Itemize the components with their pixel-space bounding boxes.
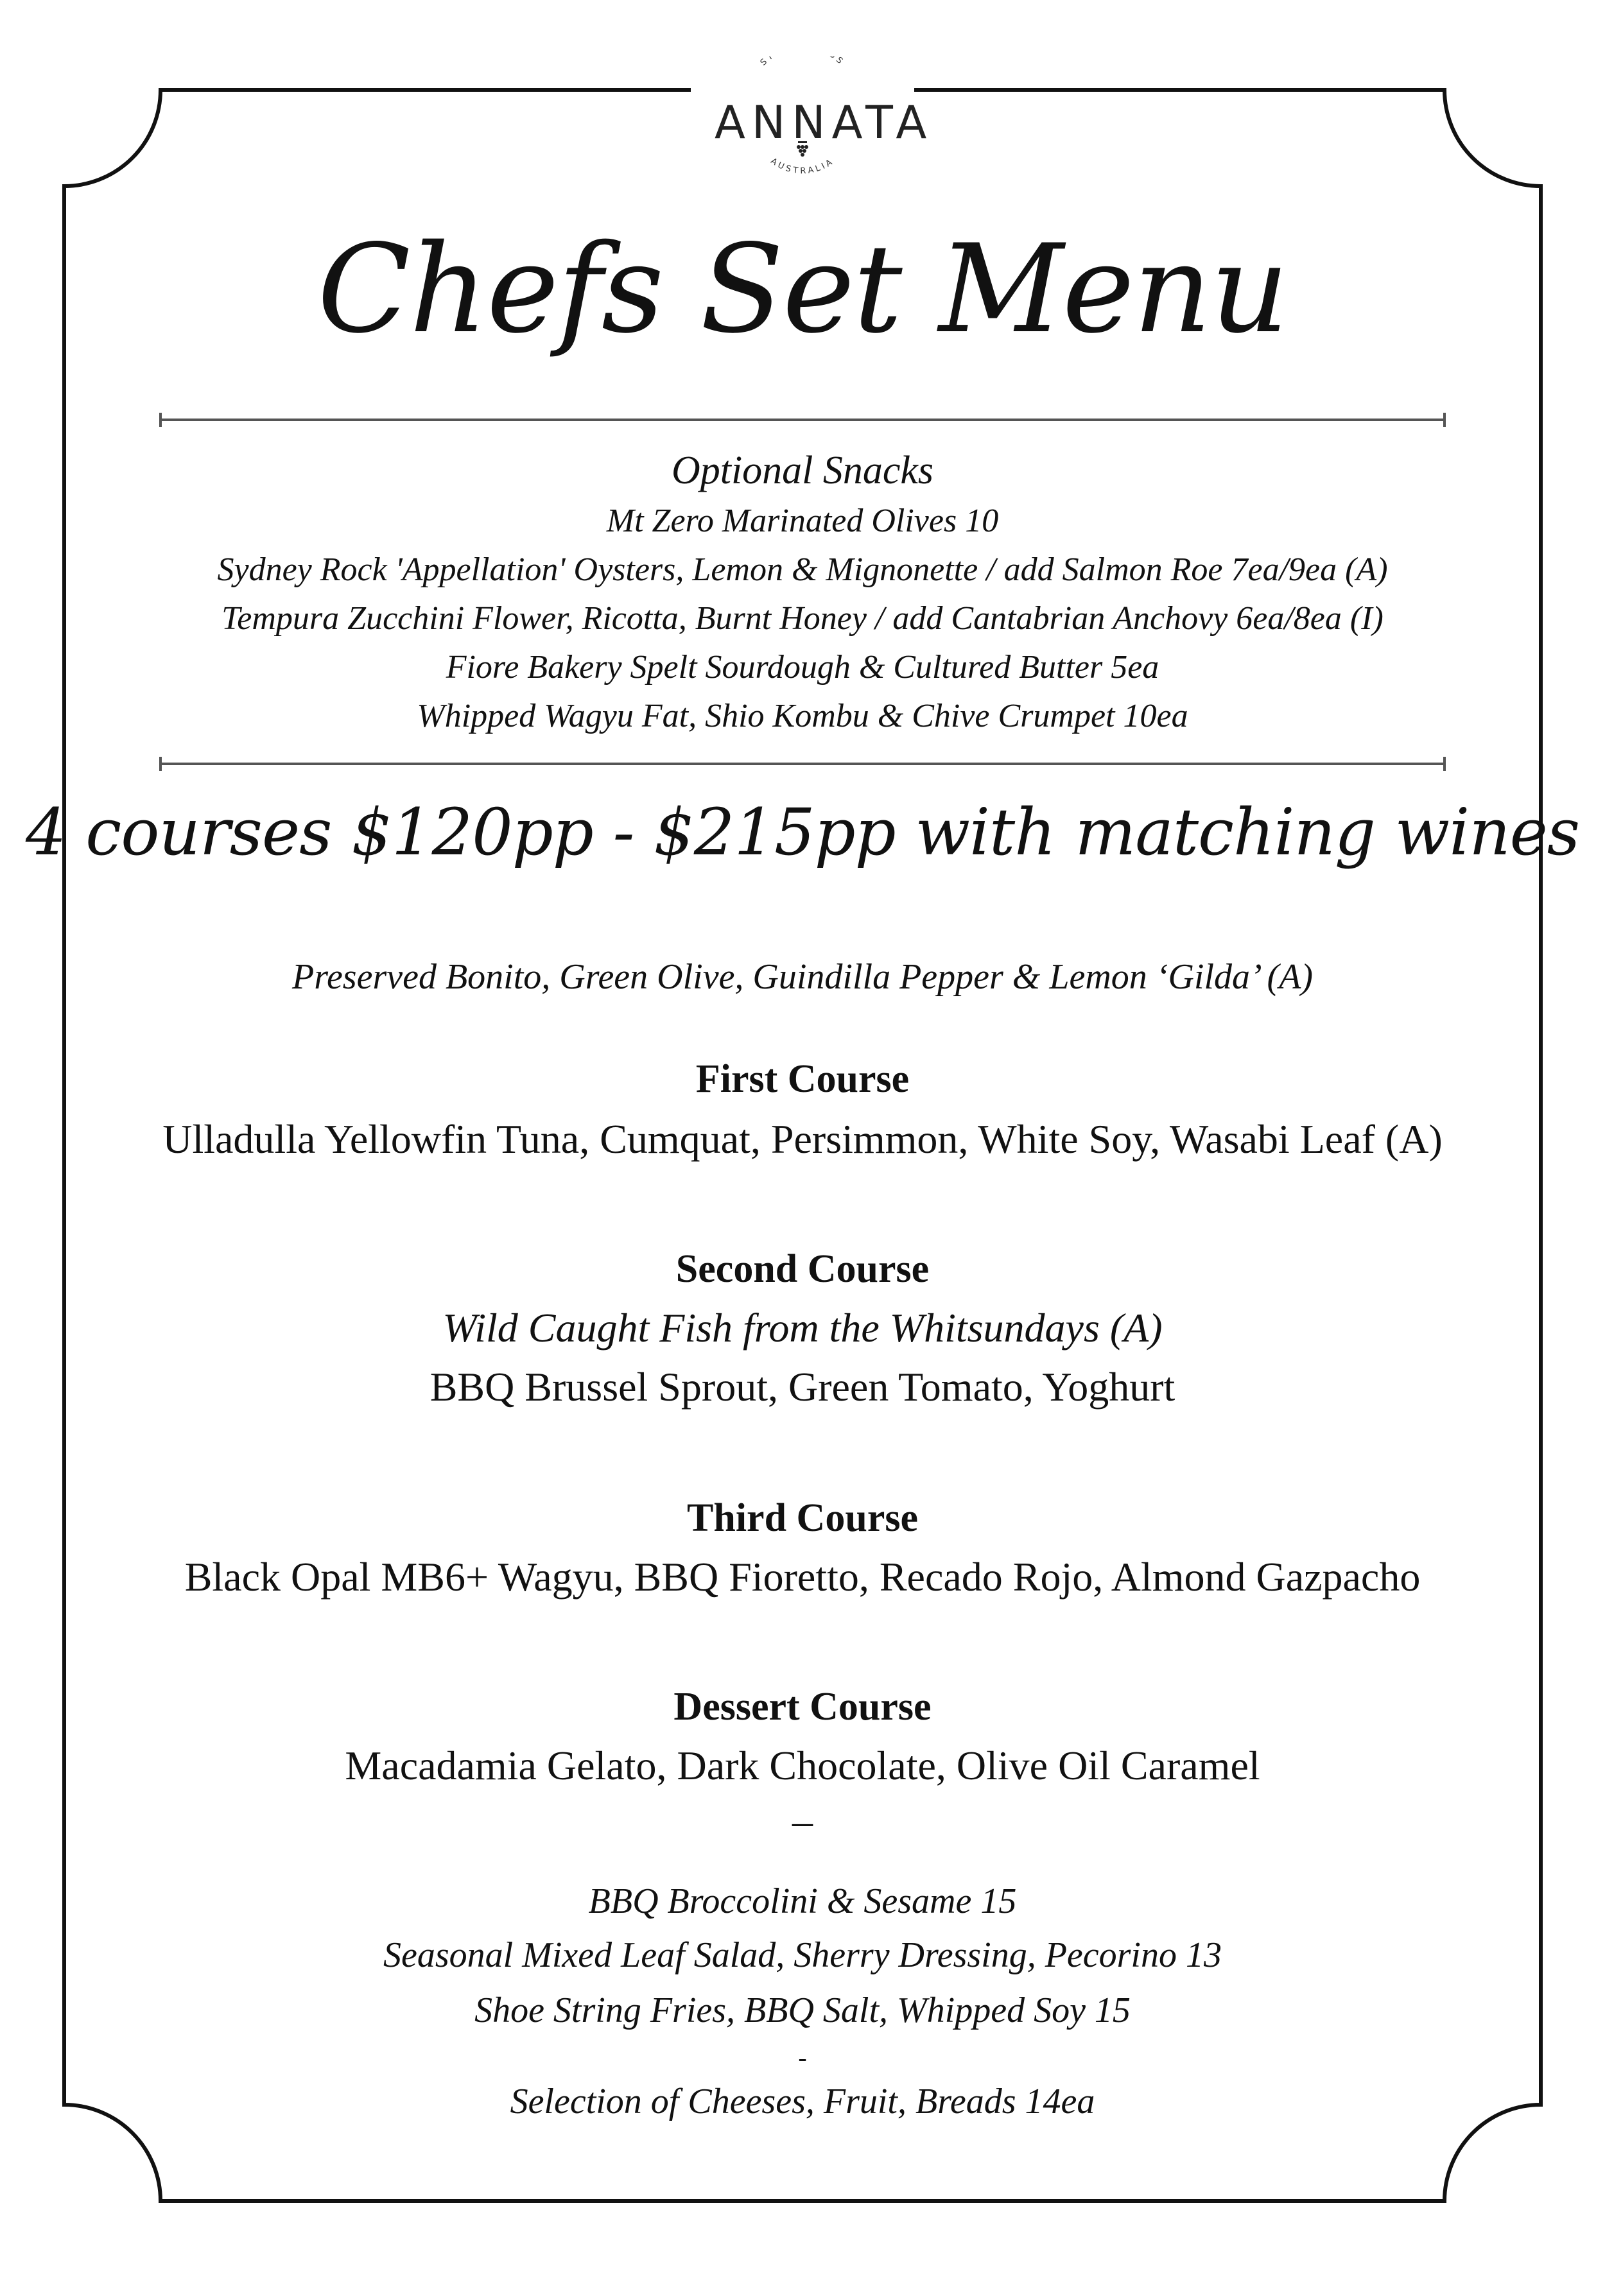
gilda-snack: Preserved Bonito, Green Olive, Guindilla Pepper & Lemon ‘Gilda’ (A): [292, 957, 1313, 997]
snack-item: Mt Zero Marinated Olives 10: [606, 503, 999, 539]
top-divider: [159, 419, 1443, 421]
svg-text:AUSTRALIA: [769, 157, 837, 177]
side-item: Seasonal Mixed Leaf Salad, Sherry Dressing, Pecorino 13: [383, 1935, 1222, 1975]
price-line: 4 courses $120pp - $215pp with matching wines: [25, 795, 1580, 870]
side-item: BBQ Broccolini & Sesame 15: [588, 1881, 1017, 1921]
snack-item: Tempura Zucchini Flower, Ricotta, Burnt Honey / add Cantabrian Anchovy 6ea/8ea (I): [221, 600, 1384, 637]
second-course-heading: Second Course: [675, 1247, 930, 1291]
dessert-course-heading: Dessert Course: [673, 1685, 932, 1729]
logo-arc-bottom-text: AUSTRALIA: [768, 156, 837, 177]
dash-divider: –: [792, 1798, 813, 1843]
second-course-dish: Wild Caught Fish from the Whitsundays (A): [442, 1305, 1163, 1351]
snack-item: Fiore Bakery Spelt Sourdough & Cultured Butter 5ea: [446, 649, 1159, 686]
brand-name: ANNATA: [715, 96, 933, 149]
side-item: Shoe String Fries, BBQ Salt, Whipped Soy 15: [474, 1990, 1131, 2030]
small-dash-divider: -: [798, 2043, 807, 2072]
second-course-garnish: BBQ Brussel Sprout, Green Tomato, Yoghurt: [429, 1364, 1176, 1410]
dessert-course-dish: Macadamia Gelato, Dark Chocolate, Olive Oil Caramel: [345, 1743, 1260, 1788]
snacks-heading: Optional Snacks: [671, 449, 934, 492]
snack-item: Whipped Wagyu Fat, Shio Kombu & Chive Crumpet 10ea: [417, 698, 1188, 734]
snack-item: Sydney Rock 'Appellation' Oysters, Lemon & Mignonette / add Salmon Roe 7ea/9ea (A): [217, 551, 1388, 588]
annata-logo: [715, 56, 933, 185]
logo-arc-top-text: S S: [758, 56, 847, 68]
cheese-item: Selection of Cheeses, Fruit, Breads 14ea: [510, 2082, 1095, 2121]
third-course-heading: Third Course: [687, 1496, 918, 1540]
first-course-dish: Ulladulla Yellowfin Tuna, Cumquat, Persimmon, White Soy, Wasabi Leaf (A): [162, 1116, 1443, 1162]
menu-title: Chefs Set Menu: [317, 218, 1288, 360]
third-course-dish: Black Opal MB6+ Wagyu, BBQ Fioretto, Recado Rojo, Almond Gazpacho: [184, 1554, 1421, 1600]
svg-text:ST LEONARDS: [759, 56, 846, 67]
first-course-heading: First Course: [695, 1057, 910, 1101]
middle-divider: [159, 763, 1443, 765]
